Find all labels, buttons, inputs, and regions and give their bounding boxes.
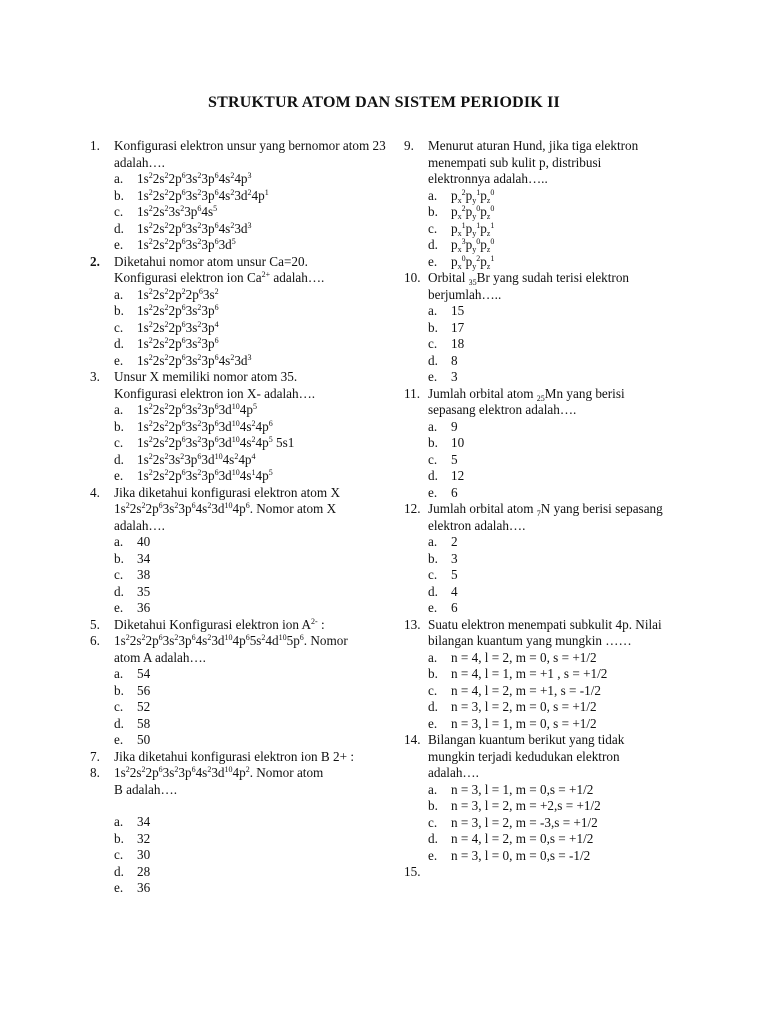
answer-option <box>428 551 694 568</box>
question-item <box>404 501 694 617</box>
answer-option <box>114 204 390 221</box>
option-text: 4 <box>451 583 458 599</box>
question-stem-line: Konfigurasi elektron ion $Ca^{2+}$ adalah…. <box>114 270 325 285</box>
question-stem-line: Suatu elektron menempati subkulit 4p. Nilai <box>428 616 662 632</box>
question-number: 5. <box>90 616 100 632</box>
question-item <box>90 749 390 766</box>
option-text: 15 <box>451 303 465 318</box>
answer-option <box>428 848 694 865</box>
option-letter: c. <box>114 847 124 862</box>
question-stem-line: Jumlah orbital atom $_{25}$Mn yang berisi <box>428 385 625 403</box>
option-letter: b. <box>114 550 124 566</box>
option-letter: b. <box>428 204 438 219</box>
option-letter: d. <box>428 583 438 599</box>
question-stem-line: Menurut aturan Hund, jika tiga elektron <box>428 138 639 153</box>
option-text: 36 <box>137 600 151 615</box>
option-text: n = 4, l = 2, m = +1, s = -1/2 <box>451 682 602 698</box>
option-letter: e. <box>428 847 438 863</box>
answer-option <box>114 814 390 831</box>
answer-option <box>114 435 390 452</box>
option-letter: b. <box>428 798 438 813</box>
answer-option <box>114 237 390 254</box>
option-letter: b. <box>428 435 438 450</box>
question-stem-line: berjumlah….. <box>428 286 502 302</box>
question-number: 11. <box>404 385 420 401</box>
option-text: 5 <box>451 451 458 467</box>
option-letter: d. <box>428 831 438 846</box>
option-letter: d. <box>114 451 124 467</box>
option-letter: c. <box>114 567 124 582</box>
answer-option <box>114 320 390 337</box>
option-text: n = 3, l = 0, m = 0,s = -1/2 <box>451 847 591 863</box>
question-stem-line: $1s^22s^22p^63s^23p^64s^23d^{10}4p^6$. Nomor atom X <box>114 501 337 516</box>
option-letter: c. <box>428 451 438 467</box>
question-number: 7. <box>90 748 100 764</box>
option-letter: b. <box>114 830 124 846</box>
option-text: 40 <box>137 534 151 549</box>
option-text: $1s^22s^22p^63s^23p^63d^{10}4s^14p^5$ <box>137 468 273 483</box>
answer-option <box>114 534 390 551</box>
option-text: 56 <box>137 682 151 698</box>
question-stem-line: Jumlah orbital atom $_7$N yang berisi sepasang <box>428 501 663 518</box>
option-letter: a. <box>428 187 438 203</box>
option-text: n = 4, l = 2, m = 0,s = +1/2 <box>451 831 594 846</box>
answer-option <box>428 683 694 700</box>
option-letter: d. <box>114 220 124 236</box>
question-number: 9. <box>404 138 414 153</box>
option-text: $p_x^0p_y^2p_z^1$ <box>451 253 495 271</box>
question-item <box>90 369 390 485</box>
option-letter: e. <box>114 880 124 895</box>
option-text: 3 <box>451 369 458 384</box>
question-number: 8. <box>90 765 100 780</box>
option-text: 5 <box>451 567 458 582</box>
option-letter: c. <box>114 435 124 450</box>
answer-option <box>428 468 694 485</box>
question-stem-line: Diketahui Konfigurasi elektron ion $A^{2-}$ : <box>114 616 325 632</box>
question-item <box>90 633 390 749</box>
question-item <box>90 617 390 634</box>
question-stem-line: elektron adalah…. <box>428 517 526 533</box>
answer-option <box>114 551 390 568</box>
option-letter: a. <box>428 649 438 665</box>
option-text: 32 <box>137 830 151 846</box>
question-stem-line: bilangan kuantum yang mungkin …… <box>428 633 632 648</box>
answer-option <box>428 419 694 436</box>
answer-option <box>428 204 694 221</box>
question-number: 6. <box>90 633 100 648</box>
left-question-column <box>90 138 390 897</box>
answer-option <box>114 303 390 320</box>
answer-option <box>428 534 694 551</box>
option-text: n = 3, l = 1, m = 0, s = +1/2 <box>451 715 597 731</box>
option-text: 52 <box>137 699 151 714</box>
option-letter: e. <box>114 468 124 483</box>
option-letter: a. <box>428 303 438 318</box>
question-stem-line: mungkin terjadi kedudukan elektron <box>428 748 620 764</box>
option-letter: c. <box>428 682 438 698</box>
option-letter: b. <box>428 666 438 681</box>
option-text: 38 <box>137 567 151 582</box>
option-letter: a. <box>114 534 124 549</box>
question-item <box>404 732 694 864</box>
option-letter: c. <box>428 220 438 236</box>
option-letter: d. <box>114 863 124 879</box>
page-title: STRUKTUR ATOM DAN SISTEM PERIODIK II <box>207 94 560 111</box>
answer-option <box>428 188 694 205</box>
option-text: $1s^22s^22p^63s^23p^64s^23d^24p^1$ <box>137 187 269 203</box>
option-letter: e. <box>114 600 124 615</box>
answer-option <box>428 485 694 502</box>
option-letter: a. <box>114 666 124 681</box>
option-text: 35 <box>137 583 151 599</box>
option-text: $1s^22s^22p^63s^23p^6$ <box>137 336 219 351</box>
question-number: 1. <box>90 138 100 153</box>
option-letter: c. <box>428 567 438 582</box>
answer-option <box>114 831 390 848</box>
option-letter: c. <box>428 336 438 351</box>
answer-option <box>428 237 694 254</box>
option-letter: d. <box>114 583 124 599</box>
answer-option <box>114 468 390 485</box>
question-stem-line: adalah…. <box>428 765 479 780</box>
question-number: 2. <box>90 253 100 269</box>
option-letter: e. <box>428 600 438 615</box>
question-item <box>404 138 694 270</box>
option-letter: a. <box>428 534 438 549</box>
question-item <box>404 617 694 733</box>
question-number: 3. <box>90 369 100 384</box>
question-stem-line: adalah…. <box>114 517 165 533</box>
option-letter: e. <box>114 732 124 747</box>
option-letter: e. <box>428 253 438 269</box>
answer-option <box>114 732 390 749</box>
answer-option <box>114 419 390 436</box>
option-text: $1s^22s^22p^63s^23p^64s^24p^3$ <box>137 171 252 186</box>
option-letter: d. <box>428 237 438 252</box>
question-number: 15. <box>404 864 421 879</box>
answer-option <box>428 716 694 733</box>
question-stem-line: atom A adalah…. <box>114 649 206 665</box>
option-text: $p_x^3p_y^0p_z^0$ <box>451 237 495 254</box>
option-text: $1s^22s^22p^63s^23p^63d^{10}4s^24p^5$ 5s1 <box>137 435 295 450</box>
option-text: $p_x^2p_y^0p_z^0$ <box>451 204 495 221</box>
option-letter: b. <box>114 418 124 434</box>
option-text: 6 <box>451 600 458 615</box>
option-letter: e. <box>428 715 438 731</box>
right-question-column <box>404 138 694 881</box>
question-stem-line: elektronnya adalah….. <box>428 171 548 186</box>
option-letter: b. <box>428 319 438 335</box>
question-stem-line: Konfigurasi elektron unsur yang bernomor atom 23 adalah…. <box>114 138 386 170</box>
option-letter: a. <box>428 418 438 434</box>
option-text: 12 <box>451 468 465 483</box>
question-stem-line: Orbital $_{35}$Br yang sudah terisi elektron <box>428 270 630 287</box>
answer-option <box>428 699 694 716</box>
answer-option <box>114 287 390 304</box>
option-letter: c. <box>114 204 124 219</box>
answer-option <box>428 650 694 667</box>
option-text: 8 <box>451 352 458 368</box>
option-text: 58 <box>137 715 151 731</box>
question-item <box>90 485 390 617</box>
option-text: 2 <box>451 534 458 549</box>
option-text: 28 <box>137 863 151 879</box>
question-stem-line: Bilangan kuantum berikut yang tidak <box>428 732 625 747</box>
option-text: n = 3, l = 1, m = 0,s = +1/2 <box>451 781 594 797</box>
question-item <box>404 864 694 881</box>
answer-option <box>114 699 390 716</box>
answer-option <box>428 303 694 320</box>
option-text: 50 <box>137 732 151 747</box>
answer-option <box>114 584 390 601</box>
option-text: $1s^22s^22p^63s^23p^63d^{10}4s^24p^6$ <box>137 418 273 434</box>
spacer <box>114 798 390 814</box>
answer-option <box>428 320 694 337</box>
option-text: n = 4, l = 2, m = 0, s = +1/2 <box>451 649 597 665</box>
question-stem-line: Diketahui nomor atom unsur Ca=20. <box>114 253 308 269</box>
question-stem-line: sepasang elektron adalah…. <box>428 402 577 417</box>
option-letter: a. <box>114 171 124 186</box>
option-text: $1s^22s^22p^63s^23p^63d^5$ <box>137 237 236 252</box>
option-text: 34 <box>137 550 151 566</box>
question-stem-line <box>428 864 694 881</box>
option-text: 18 <box>451 336 465 351</box>
answer-option <box>428 435 694 452</box>
option-text: $1s^22s^22p^63s^23p^63d^{10}4p^5$ <box>137 402 257 417</box>
question-number: 4. <box>90 484 100 500</box>
answer-option <box>428 831 694 848</box>
question-stem-line: Jika diketahui konfigurasi elektron atom X <box>114 484 340 500</box>
option-text: $1s^22s^22p^63s^23p^64s^23d^3$ <box>137 220 252 236</box>
question-stem-line: B adalah…. <box>114 781 177 797</box>
question-number: 13. <box>404 616 421 632</box>
option-text: 10 <box>451 435 465 450</box>
question-item <box>90 765 390 897</box>
question-item <box>90 254 390 370</box>
answer-option <box>428 452 694 469</box>
answer-option <box>114 353 390 370</box>
question-number: 10. <box>404 270 421 285</box>
question-item <box>404 270 694 386</box>
option-text: $1s^22s^22p^22p^63s^2$ <box>137 286 219 302</box>
option-text: n = 3, l = 2, m = +2,s = +1/2 <box>451 798 601 813</box>
answer-option <box>428 567 694 584</box>
question-item <box>404 386 694 502</box>
option-letter: b. <box>114 682 124 698</box>
option-letter: e. <box>428 369 438 384</box>
question-stem-line: $1s^22s^22p^63s^23p^64s^23d^{10}4p^2$. Nomor atom <box>114 765 324 780</box>
option-letter: d. <box>428 468 438 483</box>
question-stem-line: menempati sub kulit p, distribusi <box>428 154 602 170</box>
option-letter: b. <box>114 303 124 318</box>
option-letter: b. <box>428 550 438 566</box>
answer-option <box>428 584 694 601</box>
answer-option <box>428 353 694 370</box>
option-text: 54 <box>137 666 151 681</box>
answer-option <box>114 600 390 617</box>
option-text: $1s^22s^22p^63s^23p^6$ <box>137 303 219 318</box>
answer-option <box>114 847 390 864</box>
answer-option <box>114 221 390 238</box>
option-text: n = 3, l = 2, m = 0, s = +1/2 <box>451 699 597 714</box>
option-text: 9 <box>451 418 458 434</box>
option-text: 36 <box>137 880 151 895</box>
option-text: $1s^22s^23s^23p^64s^5$ <box>137 204 218 219</box>
answer-option <box>428 782 694 799</box>
option-letter: a. <box>114 286 124 302</box>
option-letter: d. <box>114 336 124 351</box>
answer-option <box>114 880 390 897</box>
option-letter: b. <box>114 187 124 203</box>
option-text: $p_x^1p_y^1p_z^1$ <box>451 220 495 238</box>
option-text: $1s^22s^22p^63s^23p^64s^23d^3$ <box>137 352 252 368</box>
answer-option <box>428 221 694 238</box>
answer-option <box>114 716 390 733</box>
answer-option <box>114 864 390 881</box>
question-stem-line: Jika diketahui konfigurasi elektron ion B 2+ : <box>114 748 355 764</box>
option-letter: c. <box>114 319 124 335</box>
option-letter: a. <box>428 781 438 797</box>
option-text: n = 4, l = 1, m = +1 , s = +1/2 <box>451 666 608 681</box>
option-letter: a. <box>114 402 124 417</box>
answer-option <box>428 369 694 386</box>
option-letter: d. <box>428 699 438 714</box>
option-text: 30 <box>137 847 151 862</box>
option-letter: d. <box>114 715 124 731</box>
answer-option <box>428 600 694 617</box>
option-letter: c. <box>114 699 124 714</box>
option-letter: e. <box>114 237 124 252</box>
question-number: 12. <box>404 501 421 516</box>
answer-option <box>428 815 694 832</box>
option-text: $p_x^2p_y^1p_z^0$ <box>451 187 495 205</box>
question-number: 14. <box>404 732 421 747</box>
question-stem-line: Konfigurasi elektron ion X- adalah…. <box>114 385 316 401</box>
answer-option <box>114 336 390 353</box>
answer-option <box>114 666 390 683</box>
answer-option <box>428 798 694 815</box>
option-letter: a. <box>114 814 124 829</box>
option-text: 17 <box>451 319 465 335</box>
answer-option <box>114 188 390 205</box>
question-item <box>90 138 390 254</box>
answer-option <box>114 171 390 188</box>
question-stem-line: Unsur X memiliki nomor atom 35. <box>114 369 298 384</box>
answer-option <box>114 683 390 700</box>
answer-option <box>114 402 390 419</box>
option-letter: e. <box>428 484 438 500</box>
option-text: 3 <box>451 550 458 566</box>
option-text: 34 <box>137 814 151 829</box>
option-letter: c. <box>428 814 438 830</box>
option-text: 6 <box>451 484 458 500</box>
option-text: $1s^22s^23s^23p^63d^{10}4s^24p^4$ <box>137 451 256 467</box>
answer-option <box>428 666 694 683</box>
answer-option <box>428 336 694 353</box>
option-text: $1s^22s^22p^63s^23p^4$ <box>137 319 219 335</box>
answer-option <box>114 452 390 469</box>
question-stem-line: $1s^22s^22p^63s^23p^64s^23d^{10}4p^65s^24d^{10}5p^6$. Nomor <box>114 633 348 648</box>
answer-option <box>428 254 694 271</box>
answer-option <box>114 567 390 584</box>
option-letter: d. <box>428 352 438 368</box>
option-letter: e. <box>114 352 124 368</box>
option-text: n = 3, l = 2, m = -3,s = +1/2 <box>451 814 598 830</box>
